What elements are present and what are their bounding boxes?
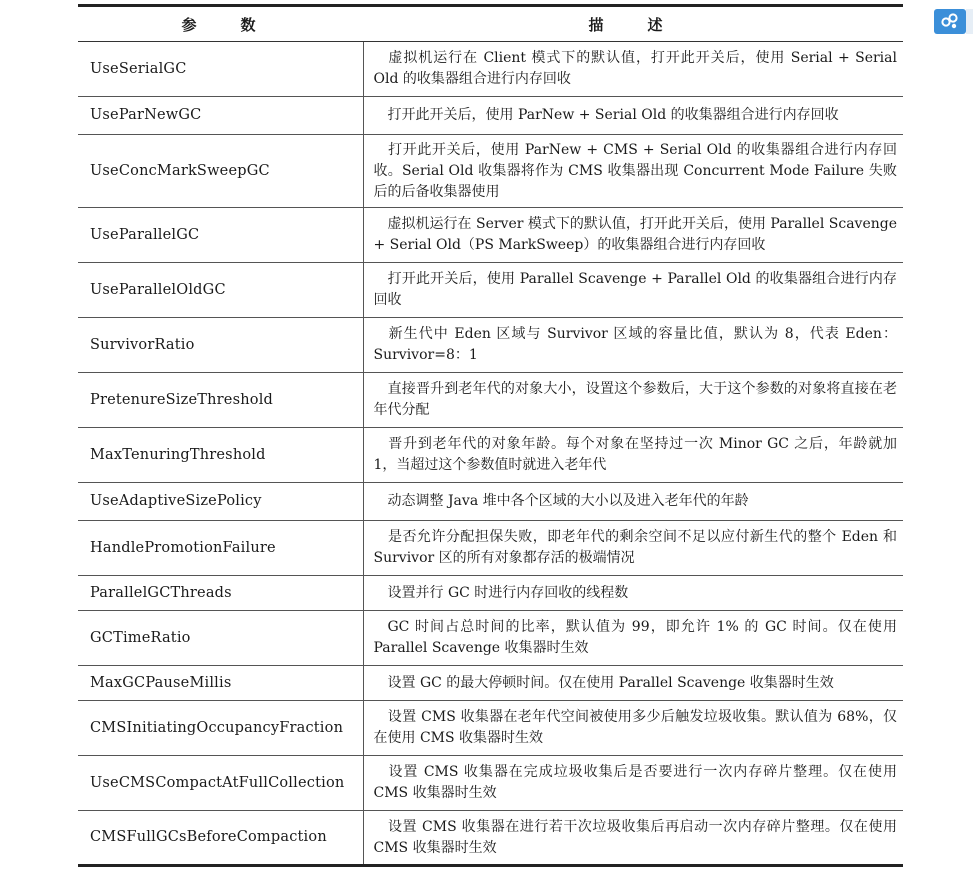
- param-cell: MaxGCPauseMillis: [78, 666, 363, 701]
- param-cell: UseParallelOldGC: [78, 263, 363, 318]
- desc-cell: [363, 135, 903, 208]
- table-row: [78, 428, 903, 483]
- desc-cell: [363, 318, 903, 373]
- desc-text: 设置 CMS 收集器在老年代空间被使用多少后触发垃圾收集。默认值为 68%，仅在使用 CMS 收集器时生效: [373, 709, 897, 746]
- table-header: [78, 6, 903, 42]
- desc-cell: [363, 521, 903, 576]
- header-desc: [363, 6, 903, 42]
- desc-cell: [363, 42, 903, 97]
- desc-cell: [363, 97, 903, 135]
- desc-cell: [363, 811, 903, 866]
- table-row: [78, 135, 903, 208]
- desc-text: 晋升到老年代的对象年龄。每个对象在坚持过一次 Minor GC 之后，年龄就加 1，当超过这个参数值时就进入老年代: [373, 436, 897, 473]
- param-cell: UseAdaptiveSizePolicy: [78, 483, 363, 521]
- table-row: [78, 373, 903, 428]
- desc-cell: [363, 428, 903, 483]
- header-param-label: 参数: [181, 15, 300, 34]
- desc-cell: [363, 373, 903, 428]
- table-row: [78, 576, 903, 611]
- table-row: [78, 666, 903, 701]
- desc-text: 打开此开关后，使用 ParNew + Serial Old 的收集器组合进行内存回收: [387, 107, 839, 123]
- table-header-row: [78, 6, 903, 42]
- table-row: [78, 756, 903, 811]
- param-cell: UseParNewGC: [78, 97, 363, 135]
- table-row: [78, 701, 903, 756]
- param-cell: HandlePromotionFailure: [78, 521, 363, 576]
- desc-text: 设置 GC 的最大停顿时间。仅在使用 Parallel Scavenge 收集器时生效: [387, 674, 834, 691]
- table-row: [78, 521, 903, 576]
- param-cell: UseCMSCompactAtFullCollection: [78, 756, 363, 811]
- share-badge[interactable]: [934, 9, 966, 34]
- desc-cell: [363, 611, 903, 666]
- desc-text: 动态调整 Java 堆中各个区域的大小以及进入老年代的年龄: [387, 493, 749, 509]
- param-cell: UseConcMarkSweepGC: [78, 135, 363, 208]
- desc-cell: [363, 263, 903, 318]
- table-body: [78, 42, 903, 866]
- header-param: [78, 6, 363, 42]
- table-row: [78, 42, 903, 97]
- desc-text: 打开此开关后，使用 ParNew + CMS + Serial Old 的收集器组合进行内存回收。Serial Old 收集器将作为 CMS 收集器出现 Concurrent Mode Failure 失败后的后备收集器使用: [373, 141, 897, 200]
- param-cell: UseParallelGC: [78, 208, 363, 263]
- table-row: [78, 811, 903, 866]
- table-row: [78, 318, 903, 373]
- param-cell: CMSInitiatingOccupancyFraction: [78, 701, 363, 756]
- desc-cell: [363, 208, 903, 263]
- desc-text: GC 时间占总时间的比率，默认值为 99，即允许 1% 的 GC 时间。仅在使用 Parallel Scavenge 收集器时生效: [373, 619, 897, 656]
- desc-text: 是否允许分配担保失败，即老年代的剩余空间不足以应付新生代的整个 Eden 和 Survivor 区的所有对象都存活的极端情况: [373, 529, 897, 566]
- desc-text: 设置并行 GC 时进行内存回收的线程数: [387, 584, 629, 601]
- desc-cell: [363, 483, 903, 521]
- desc-cell: [363, 666, 903, 701]
- desc-text: 直接晋升到老年代的对象大小，设置这个参数后，大于这个参数的对象将直接在老年代分配: [373, 381, 897, 418]
- desc-text: 虚拟机运行在 Server 模式下的默认值，打开此开关后，使用 Parallel Scavenge + Serial Old（PS MarkSweep）的收集器组合进行内存回收: [373, 216, 897, 253]
- param-cell: CMSFullGCsBeforeCompaction: [78, 811, 363, 866]
- table-row: [78, 263, 903, 318]
- desc-text: 设置 CMS 收集器在完成垃圾收集后是否要进行一次内存碎片整理。仅在使用 CMS 收集器时生效: [373, 764, 897, 801]
- desc-text: 新生代中 Eden 区域与 Survivor 区域的容量比值，默认为 8，代表 Eden：Survivor=8：1: [373, 326, 897, 363]
- desc-cell: [363, 576, 903, 611]
- param-cell: ParallelGCThreads: [78, 576, 363, 611]
- badge-edge: [966, 9, 973, 34]
- desc-text: 虚拟机运行在 Client 模式下的默认值，打开此开关后，使用 Serial + Serial Old 的收集器组合进行内存回收: [373, 50, 897, 87]
- param-cell: UseSerialGC: [78, 42, 363, 97]
- table-row: [78, 611, 903, 666]
- table-row: [78, 97, 903, 135]
- table-row: [78, 208, 903, 263]
- table-row: [78, 483, 903, 521]
- link-share-icon: [940, 13, 960, 31]
- desc-text: 打开此开关后，使用 Parallel Scavenge + Parallel Old 的收集器组合进行内存回收: [373, 271, 897, 308]
- gc-parameter-table: [78, 4, 903, 867]
- param-cell: GCTimeRatio: [78, 611, 363, 666]
- desc-text: 设置 CMS 收集器在进行若干次垃圾收集后再启动一次内存碎片整理。仅在使用 CMS 收集器时生效: [373, 818, 897, 856]
- desc-cell: [363, 701, 903, 756]
- param-cell: PretenureSizeThreshold: [78, 373, 363, 428]
- desc-cell: [363, 756, 903, 811]
- header-desc-label: 描述: [588, 15, 707, 34]
- param-cell: SurvivorRatio: [78, 318, 363, 373]
- param-cell: MaxTenuringThreshold: [78, 428, 363, 483]
